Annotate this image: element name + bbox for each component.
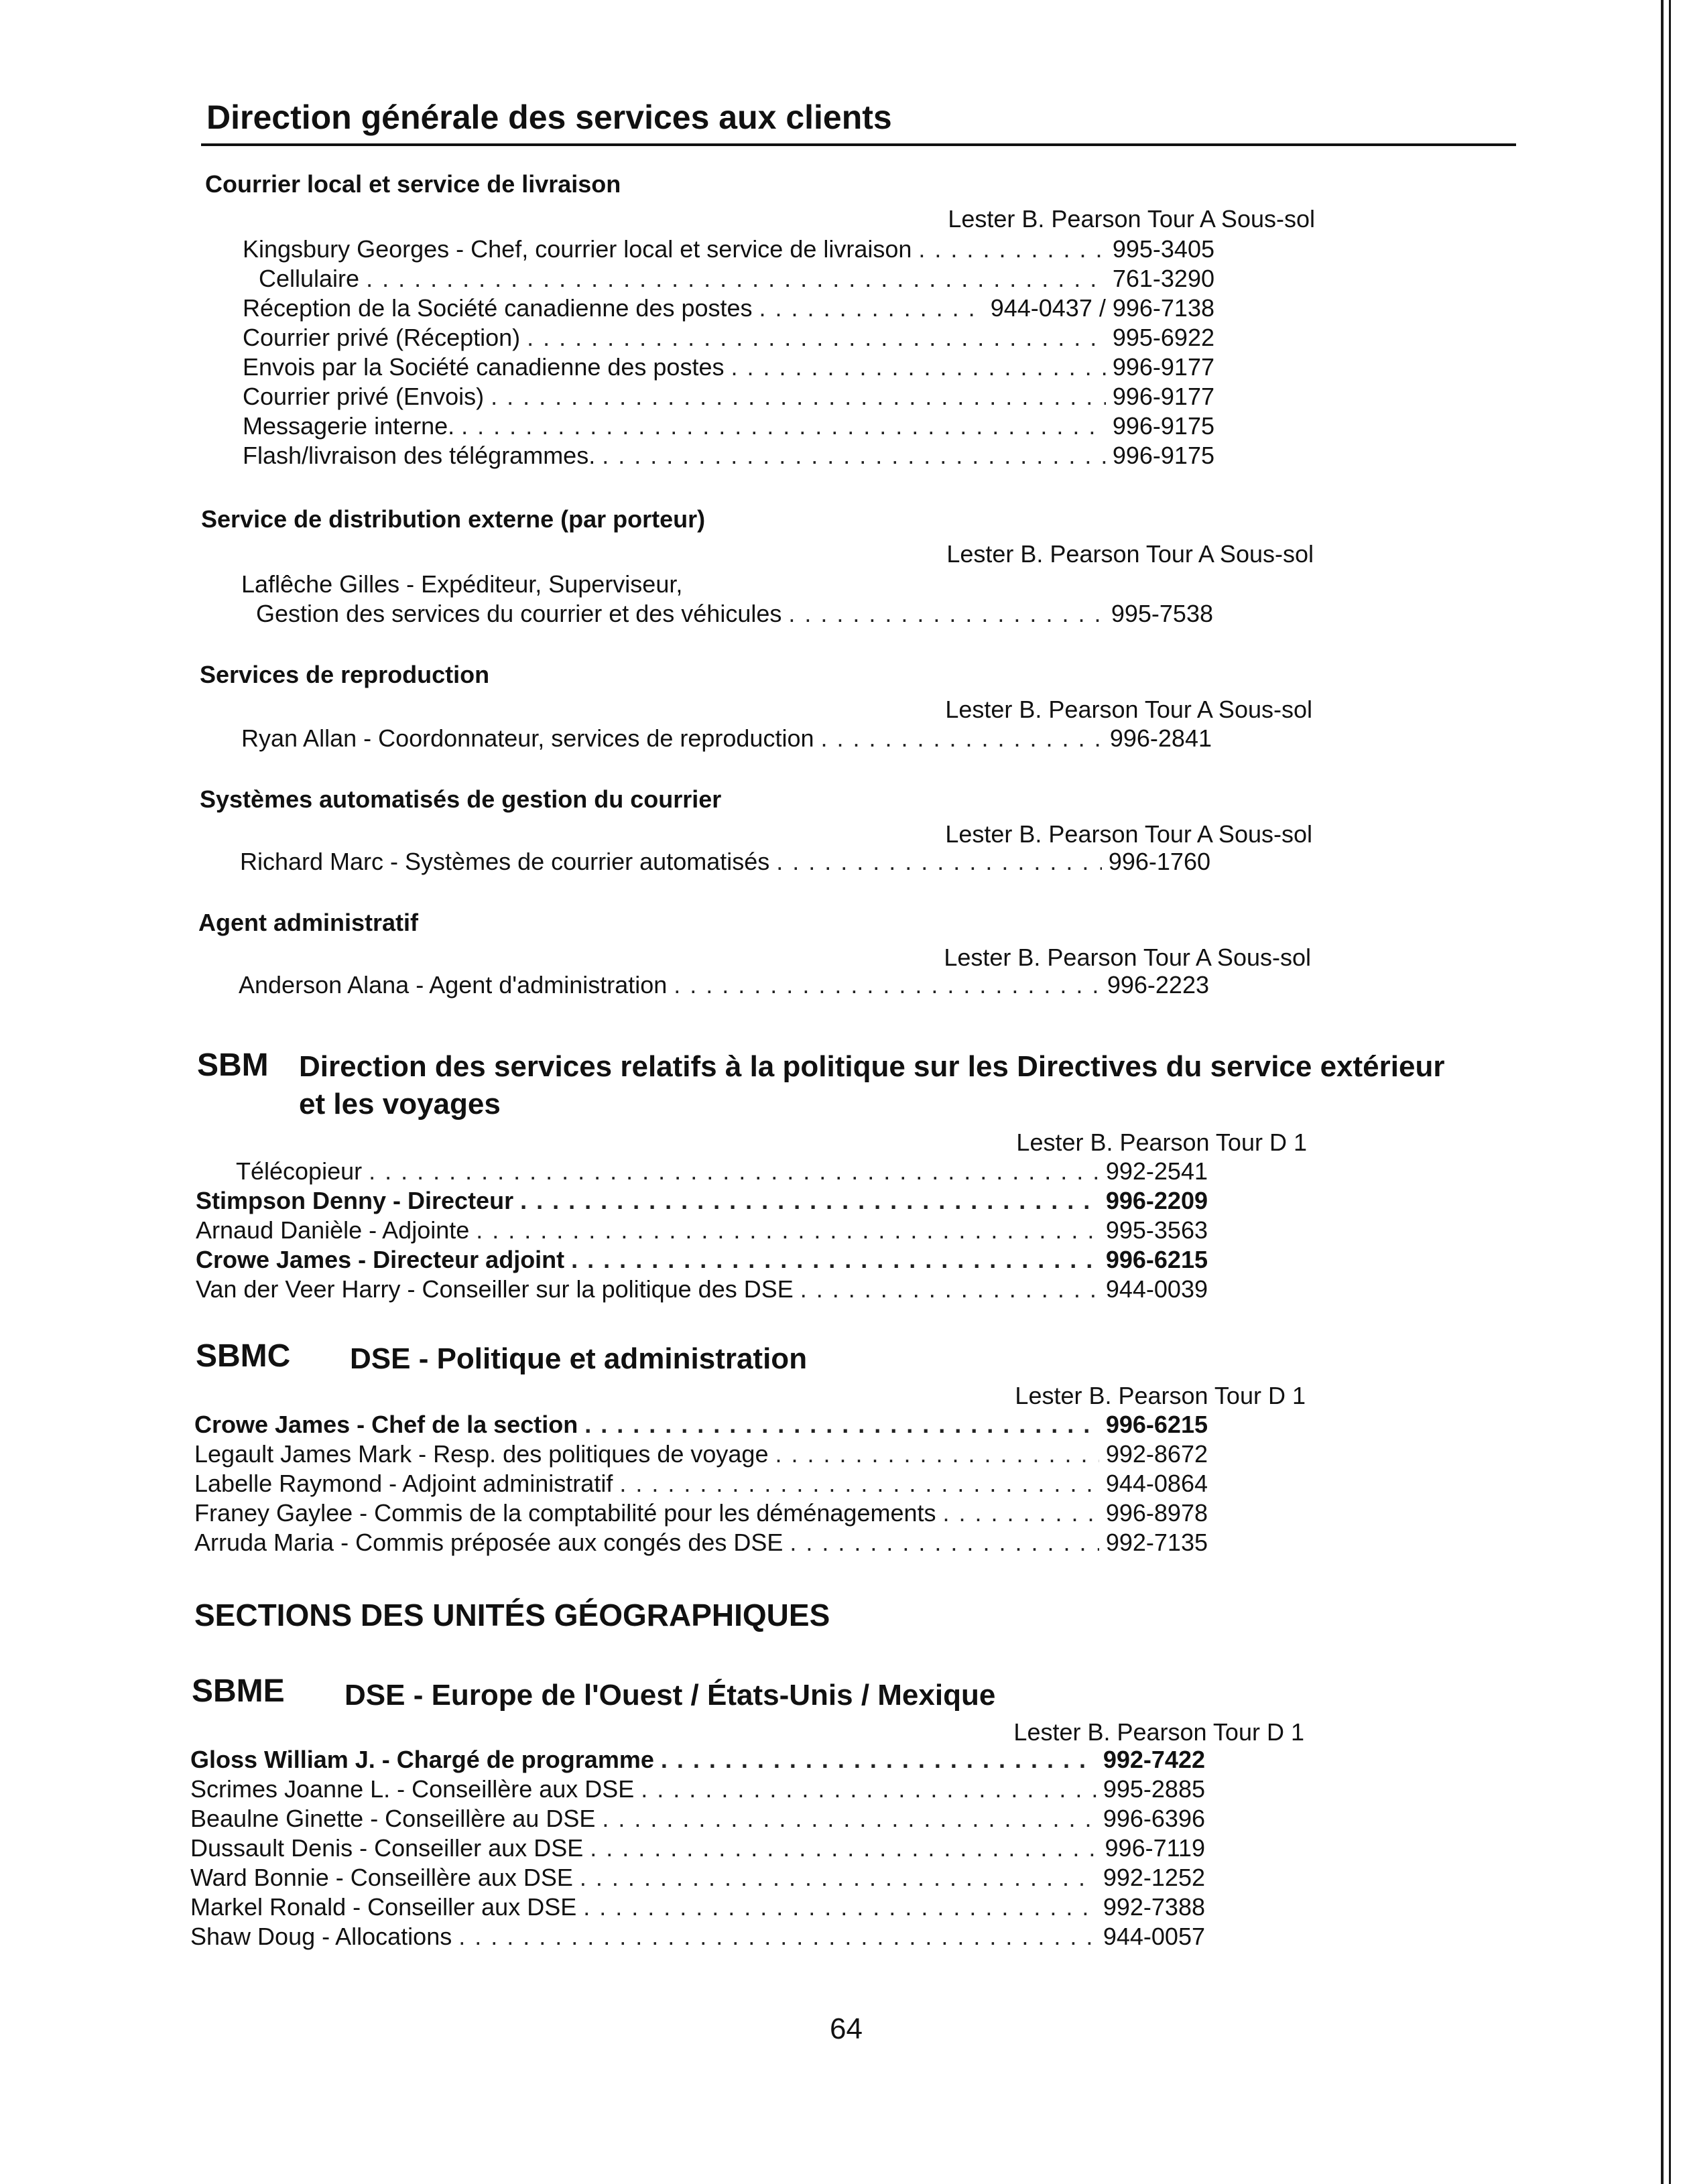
entry-row [239,970,1209,1000]
entry-name: Ryan Allan - Coordonnateur, services de reproduction [241,724,814,752]
geo-sections-heading: SECTIONS DES UNITÉS GÉOGRAPHIQUES [194,1598,830,1632]
dot-leader [580,1863,1097,1892]
entry-name: Crowe James - Chef de la section [194,1411,578,1438]
dot-leader [918,235,1105,264]
division-title-sbm: Direction des services relatifs à la politique sur les Directives du service extérieur [299,1050,1445,1083]
section-heading-courrier: Courrier local et service de livraison [205,170,621,198]
division-title-sbme: DSE - Europe de l'Ouest / États-Unis / Mexique [345,1679,996,1712]
dot-leader [520,1186,1099,1216]
section-heading-agent: Agent administratif [198,909,419,936]
entry-phone: 995-2885 [1103,1775,1205,1803]
section-heading-systemes: Systèmes automatisés de gestion du courrier [200,785,722,813]
dot-leader [641,1775,1097,1804]
entry-row [194,1498,1208,1528]
dot-leader [788,599,1104,629]
division-code-sbmc: SBMC [196,1338,291,1374]
entry-row [196,1245,1208,1275]
entry-name: Richard Marc - Systèmes de courrier automatisés [240,848,770,875]
entry-name: Van der Veer Harry - Conseiller sur la politique des DSE [196,1275,794,1303]
entry-row [243,323,1214,352]
dot-leader [583,1892,1097,1922]
dot-leader [602,441,1106,470]
title-underline [201,143,1516,146]
entry-phone: 996-9175 [1112,442,1214,469]
dot-leader [759,294,984,323]
entry-phone: 995-3563 [1105,1216,1208,1244]
entry-name: Réception de la Société canadienne des postes [243,294,753,322]
entry-row [256,599,1213,629]
entry-row [196,1216,1208,1245]
entry-name-line: Laflêche Gilles - Expéditeur, Superviseur, [241,570,683,598]
entry-name: Beaulne Ginette - Conseillère au DSE [190,1805,596,1832]
entry-phone: 944-0057 [1103,1923,1205,1950]
dot-leader [527,323,1106,352]
dot-leader [590,1834,1098,1863]
entry-name: Markel Ronald - Conseiller aux DSE [190,1893,577,1921]
entry-row [190,1922,1205,1951]
dot-leader [366,264,1106,294]
entry-name: Scrimes Joanne L. - Conseillère aux DSE [190,1775,635,1803]
entry-phone: 992-7135 [1105,1529,1208,1556]
entry-phone: 995-3405 [1112,235,1214,263]
location-reproduction: Lester B. Pearson Tour A Sous-sol [945,696,1312,723]
dot-leader [584,1410,1099,1439]
entry-phone: 996-8978 [1105,1499,1208,1527]
entry-name: Gestion des services du courrier et des véhicules [256,600,782,627]
entry-phone: 944-0864 [1105,1470,1208,1497]
entry-name: Gloss William J. - Chargé de programme [190,1746,654,1773]
entry-row [190,1863,1205,1892]
dot-leader [461,411,1106,441]
entry-name: Franey Gaylee - Commis de la comptabilité pour les déménagements [194,1499,936,1527]
dot-leader [775,1439,1099,1469]
entry-phone: 996-2223 [1107,971,1209,999]
dot-leader [661,1745,1097,1775]
entry-row [196,1275,1208,1304]
entry-row [190,1775,1205,1804]
entry-phone: 996-2209 [1105,1187,1208,1214]
section-heading-distribution: Service de distribution externe (par porteur) [201,505,706,533]
entry-row [243,411,1214,441]
binding-edge-line [1661,0,1664,2184]
entry-row [236,1157,1208,1186]
entry-row [194,1528,1208,1557]
dot-leader [800,1275,1099,1304]
entry-row [241,724,1212,753]
dot-leader [476,1216,1099,1245]
location-sbm: Lester B. Pearson Tour D 1 [1016,1129,1307,1156]
entry-phone: 995-7538 [1111,600,1213,627]
entry-phone: 996-1760 [1108,848,1210,875]
entry-name: Ward Bonnie - Conseillère aux DSE [190,1864,573,1891]
location-sbmc: Lester B. Pearson Tour D 1 [1015,1382,1306,1409]
entry-name: Courrier privé (Envois) [243,383,485,410]
entry-phone: 996-7119 [1105,1834,1205,1862]
entry-row [243,235,1214,264]
entry-name: Shaw Doug - Allocations [190,1923,452,1950]
entry-row [240,847,1210,877]
location-agent: Lester B. Pearson Tour A Sous-sol [944,944,1311,971]
location-courrier: Lester B. Pearson Tour A Sous-sol [948,205,1315,233]
section-heading-reproduction: Services de reproduction [200,661,490,688]
division-title-sbm-line2: et les voyages [299,1088,501,1120]
entry-phone: 996-9177 [1112,353,1214,381]
dot-leader [731,352,1105,382]
dot-leader [674,970,1101,1000]
entry-name: Arnaud Danièle - Adjointe [196,1216,470,1244]
entry-phone: 992-7388 [1103,1893,1205,1921]
binding-edge-line-2 [1669,0,1671,2184]
location-systemes: Lester B. Pearson Tour A Sous-sol [945,820,1312,848]
entry-phone: 996-9175 [1112,412,1214,440]
entry-row [194,1469,1208,1498]
dot-leader [790,1528,1099,1557]
entry-name: Dussault Denis - Conseiller aux DSE [190,1834,584,1862]
entry-name: Courrier privé (Réception) [243,324,521,351]
entry-name: Envois par la Société canadienne des postes [243,353,725,381]
entry-phone: 995-6922 [1112,324,1214,351]
dot-leader [369,1157,1099,1186]
division-title-sbmc: DSE - Politique et administration [350,1342,808,1375]
division-code-sbme: SBME [192,1673,285,1709]
entry-phone: 992-1252 [1103,1864,1205,1891]
page-number: 64 [830,2012,863,2045]
dot-leader [458,1922,1097,1951]
entry-phone: 996-6396 [1103,1805,1205,1832]
entry-row [196,1186,1208,1216]
division-code-sbm: SBM [197,1047,269,1083]
entry-name: Labelle Raymond - Adjoint administratif [194,1470,613,1497]
dot-leader [821,724,1103,753]
entry-phone: 761-3290 [1112,265,1214,292]
dot-leader [943,1498,1099,1528]
entry-name: Messagerie interne. [243,412,455,440]
entry-phone: 996-2841 [1109,724,1212,752]
entry-phone: 944-0039 [1105,1275,1208,1303]
entry-row [194,1439,1208,1469]
entry-phone: 992-8672 [1105,1440,1208,1468]
entry-row [243,441,1214,470]
entry-name: Anderson Alana - Agent d'administration [239,971,668,999]
entry-row [259,264,1214,294]
entry-phone: 996-6215 [1105,1411,1208,1438]
entry-name: Télécopieur [236,1157,363,1185]
entry-name: Cellulaire [259,265,360,292]
entry-row [194,1410,1208,1439]
dot-leader [491,382,1106,411]
entry-phone: 996-6215 [1105,1246,1208,1273]
dot-leader [776,847,1102,877]
dot-leader [602,1804,1097,1834]
entry-name: Kingsbury Georges - Chef, courrier local et service de livraison [243,235,912,263]
entry-name: Legault James Mark - Resp. des politiques de voyage [194,1440,769,1468]
entry-row [190,1834,1205,1863]
entry-phone: 992-7422 [1103,1746,1205,1773]
entry-phone: 992-2541 [1105,1157,1208,1185]
entry-name: Arruda Maria - Commis préposée aux congés des DSE [194,1529,784,1556]
entry-name: Crowe James - Directeur adjoint [196,1246,565,1273]
entry-phone: 944-0437 / 996-7138 [990,294,1214,322]
entry-row [190,1745,1205,1775]
entry-row [243,294,1214,323]
entry-row [243,382,1214,411]
entry-row [243,352,1214,382]
dot-leader [619,1469,1099,1498]
entry-row [190,1892,1205,1922]
location-distribution: Lester B. Pearson Tour A Sous-sol [946,540,1314,568]
page-title: Direction générale des services aux clients [206,99,892,136]
entry-name: Flash/livraison des télégrammes. [243,442,596,469]
dot-leader [571,1245,1099,1275]
location-sbme: Lester B. Pearson Tour D 1 [1013,1718,1304,1746]
entry-row [190,1804,1205,1834]
entry-name: Stimpson Denny - Directeur [196,1187,514,1214]
entry-phone: 996-9177 [1112,383,1214,410]
